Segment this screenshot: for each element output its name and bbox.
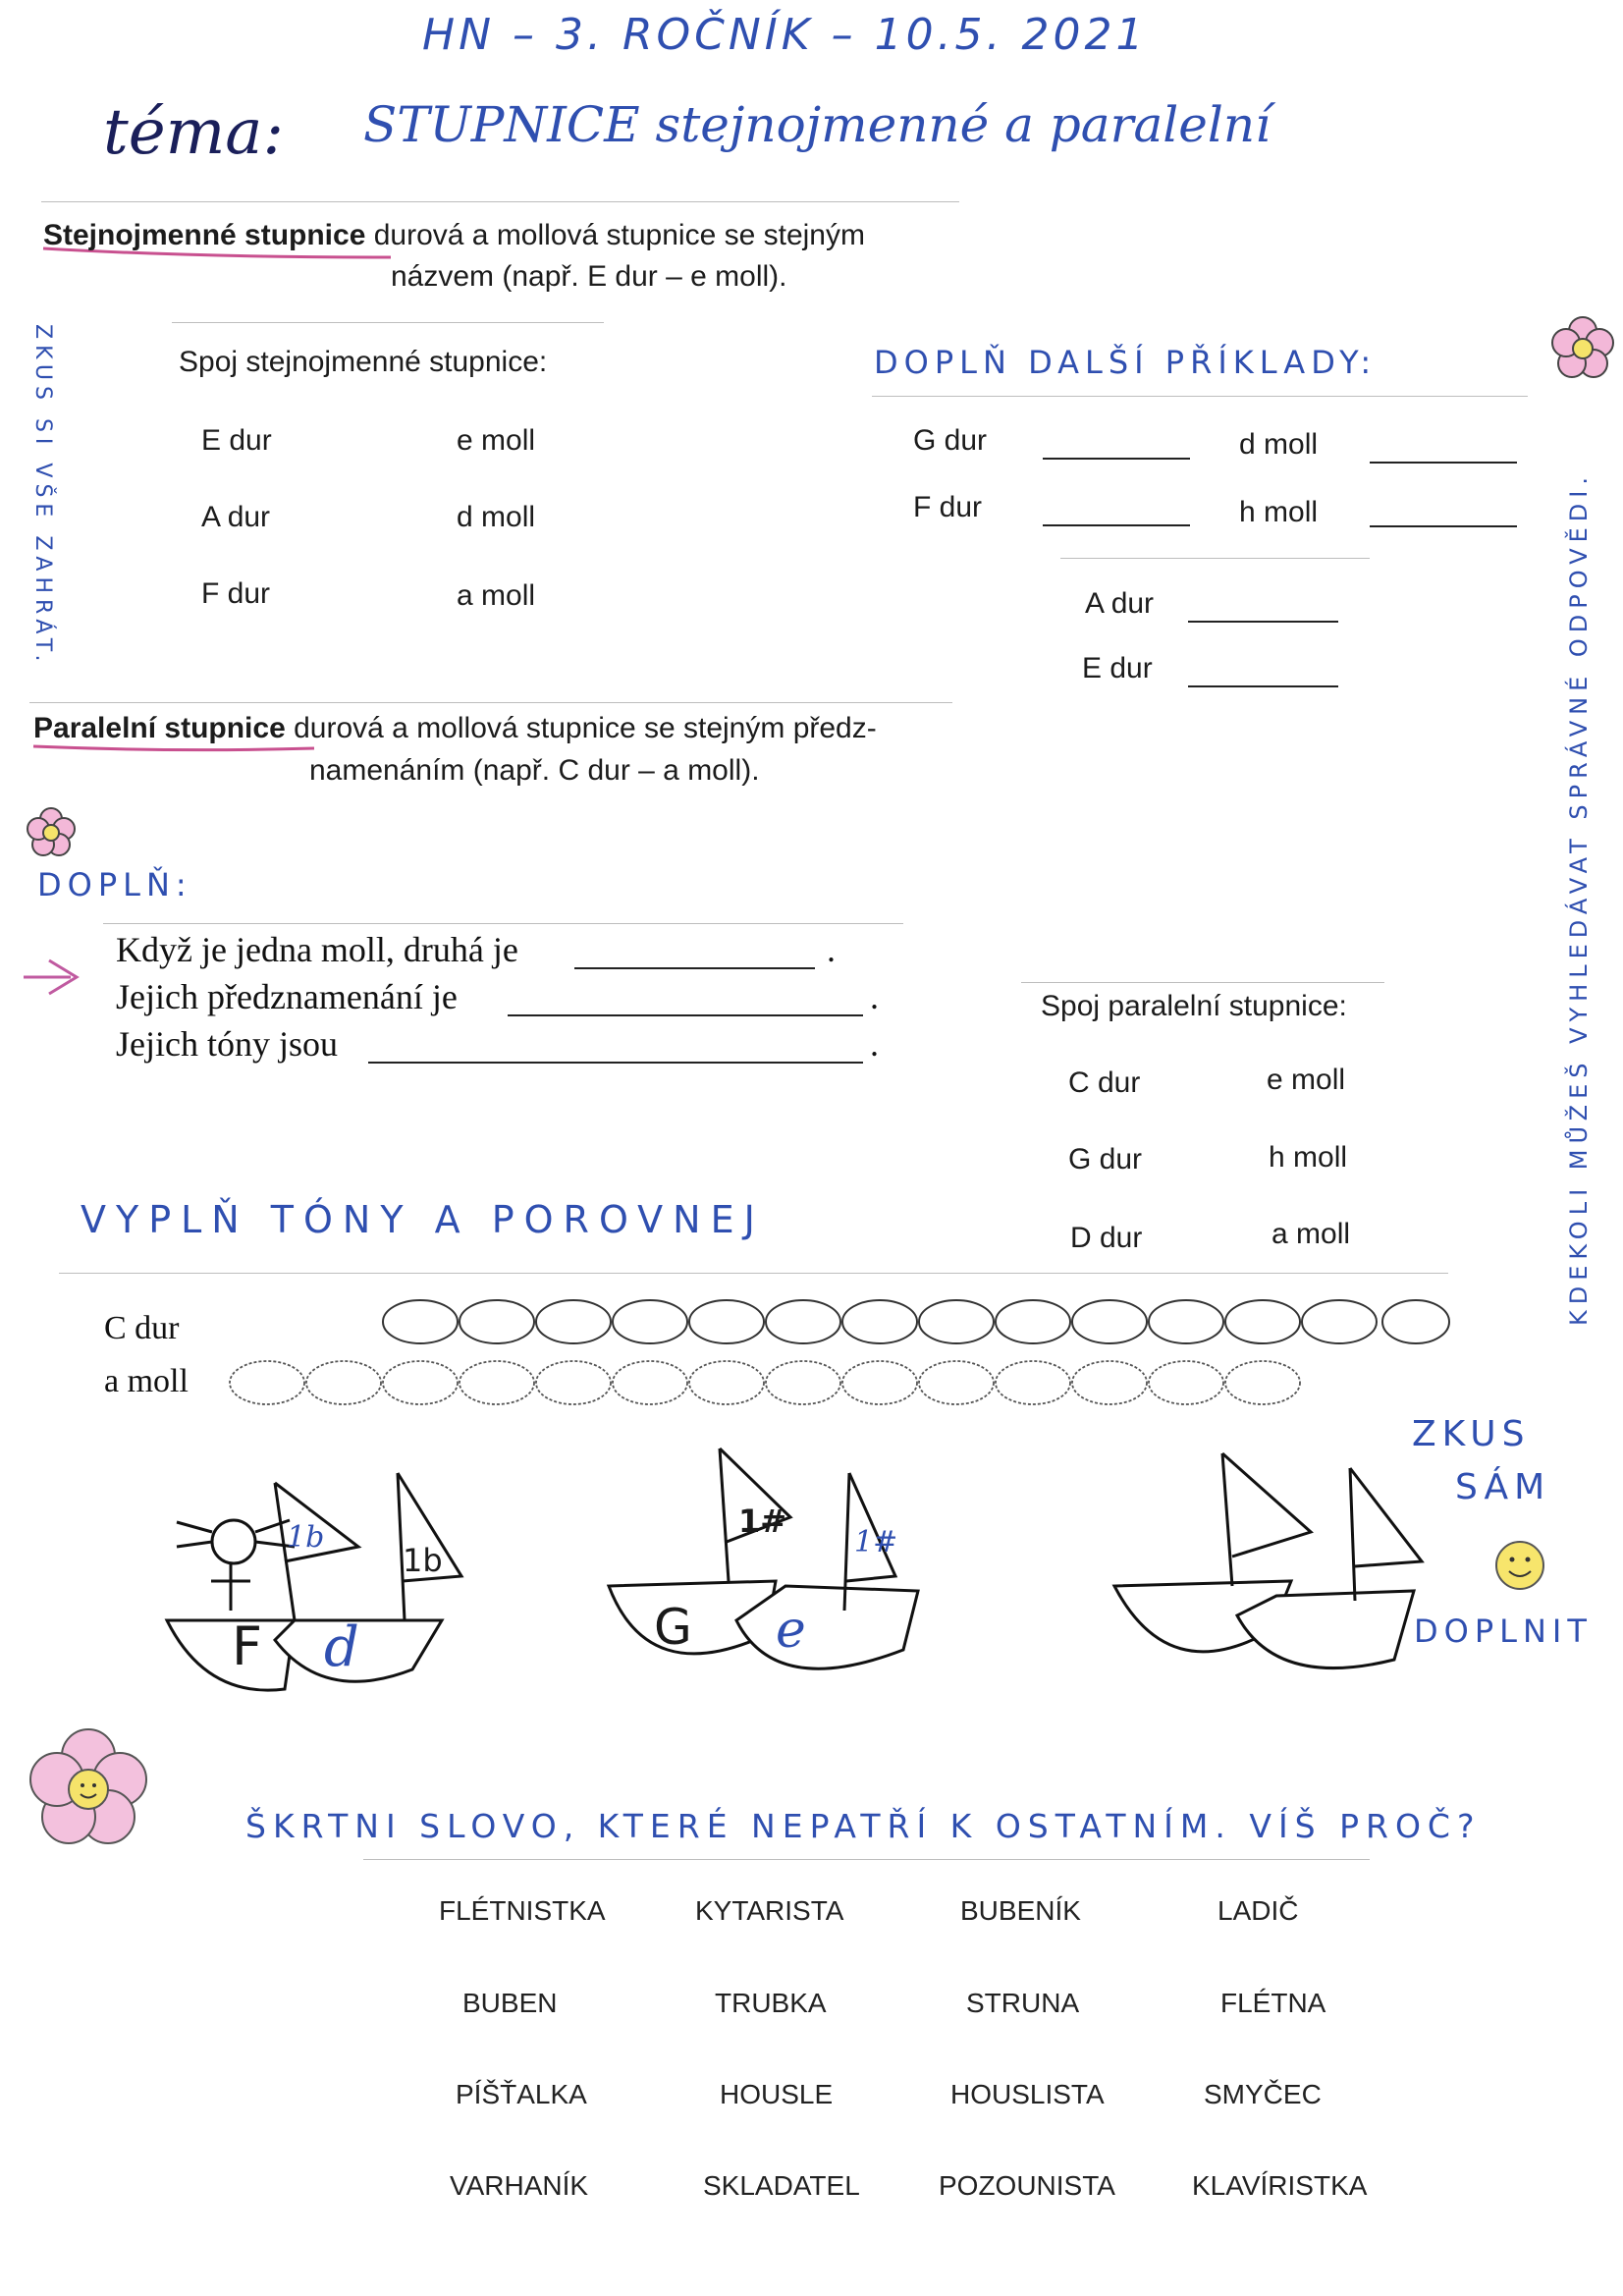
divider: [872, 396, 1528, 397]
boat1-right-flag: 1b: [403, 1542, 443, 1579]
boat-f-d-drawing: [167, 1473, 461, 1690]
term-paralelni: Paralelní stupnice: [33, 712, 286, 744]
scale-right-3: a moll: [457, 579, 536, 612]
flower-icon: [27, 808, 75, 855]
fill-label: DOPLŇ:: [37, 866, 192, 903]
divider: [29, 702, 952, 703]
sentence-1: Když je jedna moll, druhá je: [116, 930, 518, 969]
answer-blank[interactable]: [1370, 462, 1517, 464]
sentence-end: .: [870, 1024, 879, 1064]
connect-title-stejnojmenne: Spoj stejnojmenné stupnice:: [179, 346, 548, 378]
divider: [1060, 558, 1370, 559]
parallel-right-3: a moll: [1271, 1218, 1351, 1250]
sentence-end: .: [827, 930, 836, 969]
tone-ellipses-a-moll: [230, 1361, 1300, 1404]
scale-left-3: F dur: [201, 577, 271, 610]
topic-label: téma:: [103, 96, 284, 169]
boat2-right-flag: 1#: [854, 1525, 898, 1559]
scale-left-1: E dur: [201, 424, 272, 457]
word-item[interactable]: KYTARISTA: [695, 1895, 844, 1926]
divider: [103, 923, 903, 924]
scale-right-2: d moll: [457, 501, 536, 533]
sentence-3: Jejich tóny jsou: [116, 1024, 338, 1064]
topic-title: STUPNICE stejnojmenné a paralelní: [363, 96, 1271, 153]
divider: [1021, 982, 1384, 983]
boat1-right-hull: d: [324, 1615, 359, 1679]
fill-in-label: DOPLNIT: [1414, 1613, 1593, 1650]
divider: [59, 1273, 1448, 1274]
example-1-right: d moll: [1239, 428, 1319, 461]
underline-mark: [33, 746, 314, 750]
odd-word-title: ŠKRTNI SLOVO, KTERÉ NEPATŘÍ K OSTATNÍM. VÍŠ PROČ?: [245, 1807, 1482, 1845]
smiling-flower-icon: [30, 1729, 146, 1843]
answer-blank[interactable]: [368, 1062, 863, 1064]
answer-blank[interactable]: [1043, 524, 1190, 526]
word-item[interactable]: FLÉTNA: [1220, 1988, 1326, 2018]
tones-title: VYPLŇ TÓNY A POROVNEJ: [81, 1198, 765, 1241]
worksheet-header: HN – 3. ROČNÍK – 10.5. 2021: [422, 10, 1148, 60]
term-stejnojmenne: Stejnojmenné stupnice: [43, 219, 366, 251]
examples-title: DOPLŇ DALŠÍ PŘÍKLADY:: [874, 344, 1378, 381]
answer-blank[interactable]: [574, 967, 815, 969]
word-item[interactable]: KLAVÍRISTKA: [1192, 2170, 1368, 2201]
definition-paralelni: [33, 712, 877, 745]
try-yourself-line-2: SÁM: [1455, 1467, 1551, 1507]
scale-left-2: A dur: [201, 501, 271, 533]
example-3-left: A dur: [1085, 587, 1155, 620]
boat2-right-hull: e: [776, 1601, 806, 1660]
word-item[interactable]: HOUSLE: [720, 2079, 834, 2109]
word-item[interactable]: SMYČEC: [1204, 2079, 1322, 2109]
definition-stejnojmenne: [43, 219, 865, 252]
answer-blank[interactable]: [1188, 621, 1338, 623]
boat1-left-hull: F: [232, 1615, 263, 1677]
boat1-left-flag: 1b: [287, 1520, 325, 1555]
definition-line-1: durová a mollová stupnice se stejným: [373, 219, 865, 251]
divider: [172, 322, 604, 323]
boat2-left-hull: G: [654, 1599, 692, 1656]
word-item[interactable]: POZOUNISTA: [939, 2170, 1115, 2201]
side-note-left: ZKUS SI VŠE ZAHRÁT.: [30, 324, 55, 668]
example-1-left: G dur: [913, 424, 988, 457]
example-4-left: E dur: [1082, 652, 1153, 684]
answer-blank[interactable]: [508, 1014, 863, 1016]
smiley-icon: [1496, 1542, 1543, 1589]
word-item[interactable]: PÍŠŤALKA: [456, 2079, 587, 2109]
tones-row-label-a-moll: a moll: [104, 1363, 189, 1399]
word-item[interactable]: FLÉTNISTKA: [439, 1895, 606, 1926]
parallel-right-2: h moll: [1269, 1141, 1348, 1174]
word-item[interactable]: BUBEN: [462, 1988, 558, 2018]
divider: [363, 1859, 1370, 1860]
word-item[interactable]: BUBENÍK: [960, 1895, 1081, 1926]
tone-ellipses-c-dur: [383, 1300, 1449, 1343]
side-note-right: KDEKOLI MŮŽEŠ VYHLEDÁVAT SPRÁVNÉ ODPOVĚDI.: [1565, 471, 1593, 1326]
boat-empty-drawing: [1114, 1453, 1422, 1668]
connect-title-paralelni: Spoj paralelní stupnice:: [1041, 990, 1347, 1022]
answer-blank[interactable]: [1370, 525, 1517, 527]
word-item[interactable]: TRUBKA: [715, 1988, 827, 2018]
boat2-left-flag: 1#: [738, 1503, 787, 1540]
word-item[interactable]: HOUSLISTA: [950, 2079, 1105, 2109]
word-item[interactable]: LADIČ: [1217, 1895, 1299, 1926]
scale-right-1: e moll: [457, 424, 536, 457]
definition-line-1: durová a mollová stupnice se stejným předz-: [294, 712, 877, 744]
parallel-left-1: C dur: [1068, 1066, 1141, 1099]
try-yourself-line-1: ZKUS: [1412, 1414, 1531, 1454]
parallel-right-1: e moll: [1267, 1064, 1346, 1096]
example-2-left: F dur: [913, 491, 983, 523]
arrow-icon: [24, 960, 77, 994]
answer-blank[interactable]: [1043, 458, 1190, 460]
answer-blank[interactable]: [1188, 685, 1338, 687]
parallel-left-3: D dur: [1070, 1222, 1143, 1254]
sentence-end: .: [870, 977, 879, 1016]
sentence-2: Jejich předznamenání je: [116, 977, 458, 1016]
definition-line-2: názvem (např. E dur – e moll).: [391, 260, 787, 293]
example-2-right: h moll: [1239, 496, 1319, 528]
word-item[interactable]: VARHANÍK: [450, 2170, 589, 2201]
tones-row-label-c-dur: C dur: [104, 1310, 180, 1346]
divider: [41, 201, 959, 202]
flower-icon: [1552, 317, 1613, 377]
word-item[interactable]: SKLADATEL: [703, 2170, 860, 2201]
definition-line-2: namenáním (např. C dur – a moll).: [309, 754, 760, 787]
word-item[interactable]: STRUNA: [966, 1988, 1080, 2018]
parallel-left-2: G dur: [1068, 1143, 1143, 1175]
